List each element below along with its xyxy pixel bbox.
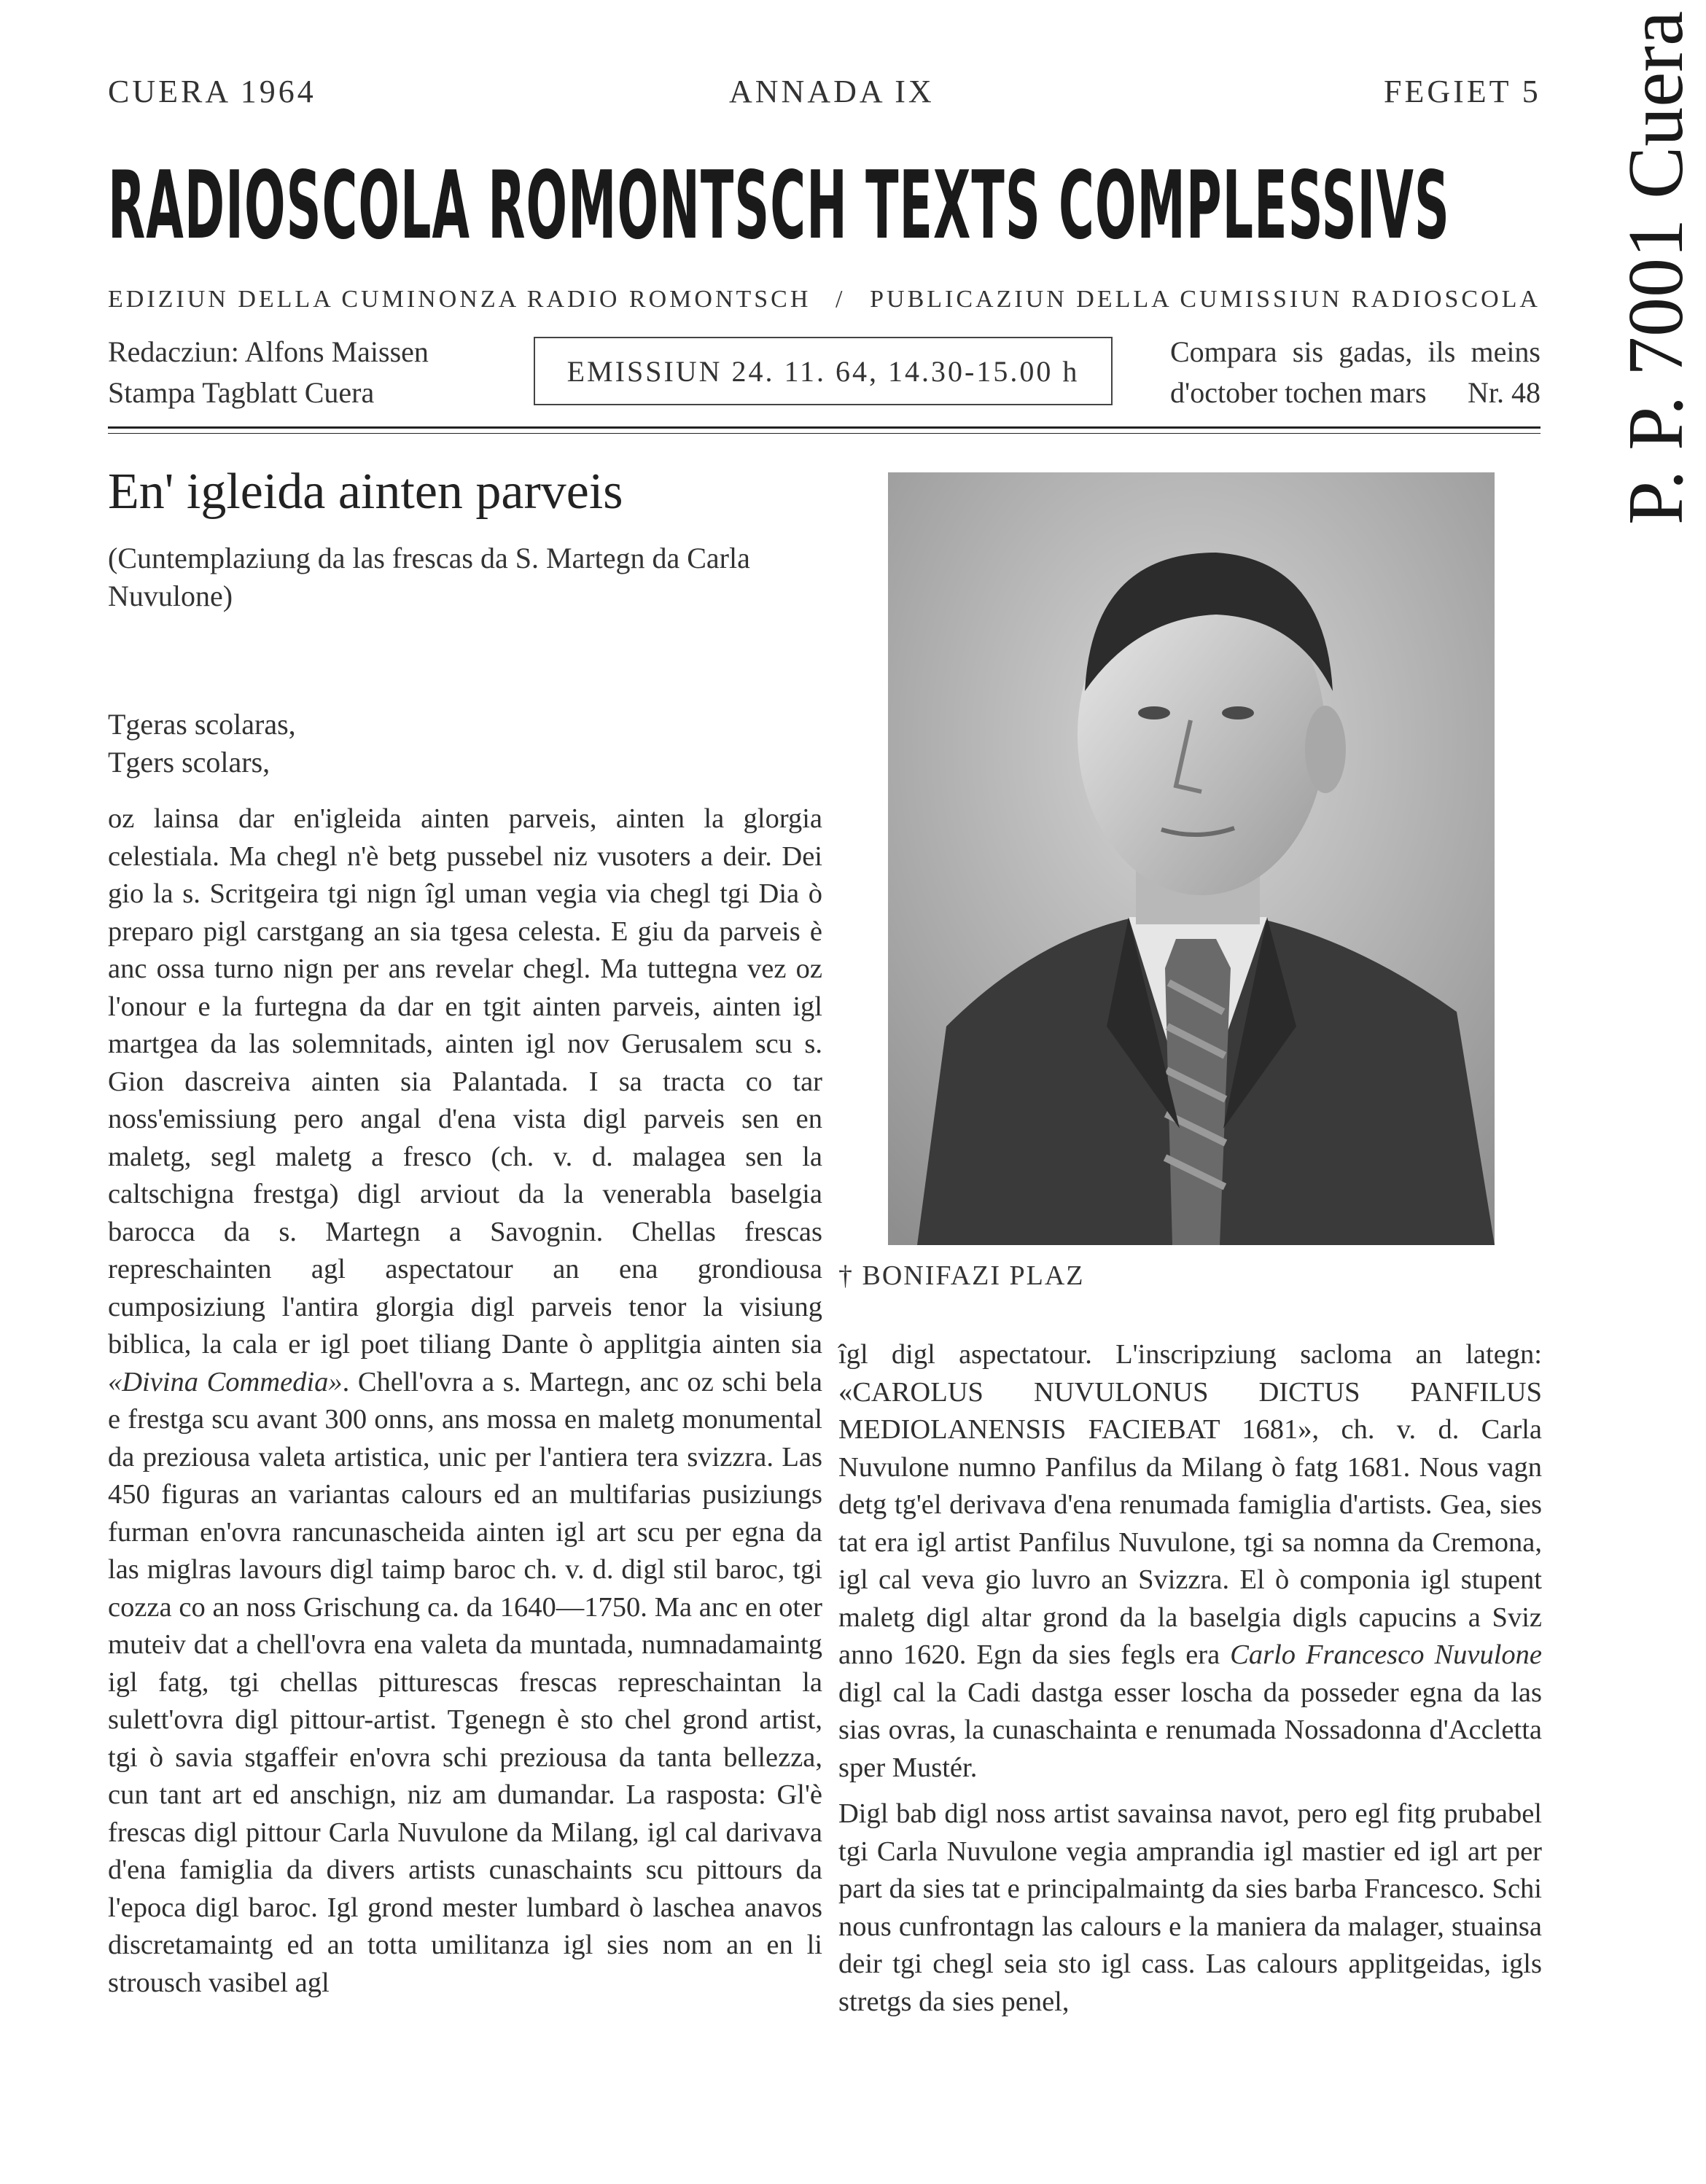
frequency-info — [1170, 332, 1541, 413]
frequency-line-1: Compara sis gadas, ils meins — [1170, 335, 1541, 368]
photo-caption: † BONIFAZI PLAZ — [838, 1260, 1085, 1291]
left-text-a: oz lainsa dar en'igleida ainten parveis, ainten la glorgia celestiala. Ma chegl n'è betg pussebel niz vusoters a deir. Dei gio la s. Scritgeira tgi nign îgl uman vegia via chegl tgi Dia ò preparo pigl carstgang an sia tgesa celesta. E giu da parveis è anc ossa turno nign per ans revelar chegl. Ma tuttegna vez oz l'onour e la furtegna da dar en tgit ainten parveis, ainten igl martgea da las solemnitads, ainten igl nov Gerusalem scu s. Gion dascreiva ainten sia Palantada. I sa tracta co tar noss'emissiung pero angal d'ena vista digl parveis sen en maletg, segl maletg a fresco (ch. v. d. malagea sen la caltschigna frestga) digl arviout da la venerabla baselgia barocca da s. Martegn a Savognin. Chellas frescas represchainten agl aspectatour an ena grondiousa cumposiziung l'antira glorgia digl parveis tenor la visiung biblica, la cala er igl poet tiliang Dante ò applitgia ainten sia — [108, 803, 822, 1360]
right-column — [838, 1336, 1542, 2021]
frequency-line-2: d'october tochen mars — [1170, 376, 1427, 409]
header-rule — [108, 426, 1541, 429]
publisher-line — [108, 286, 1541, 313]
right-text-1-italic: Carlo Francesco Nuvulone — [1230, 1639, 1542, 1670]
article-subtitle: (Cuntemplaziung da las frescas da S. Martegn da Carla Nuvulone) — [108, 542, 750, 612]
editorial-info — [108, 332, 429, 413]
publisher-left: EDIZIUN DELLA CUMINONZA RADIO ROMONTSCH — [108, 286, 811, 313]
portrait-illustration — [888, 472, 1495, 1245]
greeting — [108, 706, 296, 781]
masthead-title: RADIOSCOLA ROMONTSCH TEXTS COMPLESSIVS — [108, 152, 1450, 260]
left-text-b: . Chell'ovra a s. Martegn, anc oz schi bela e frestga scu avant 300 onns, ans mossa en maletg monumental da preziousa valeta artistica, unic per l'antiera tera svizzra. Las 450 figuras an variantas calours ed an multifarias pusiziungs furman en'ovra rancunascheida ainten igl art scu per egna da las miglras lavours digl taimp baroc ch. v. d. digl stil baroc, tgi cozza co an noss Grischung ca. da 1640—1750. Ma anc en oter muteiv dat a chell'ovra ena valeta da muntada, numnadamaintg igl fatg, tgi chellas pitturescas frescas represchaintan la sulett'ovra digl pittour-artist. Tgenegn è sto chel grond artist, tgi ò savia stgaffeir en'ovra schi preziousa da tanta bellezza, cun tant art ed anschign, niz am dumandar. La rasposta: Gl'è frescas digl pittour Carla Nuvulone da Milang, igl cal darivava d'ena famiglia da divers artists cunaschaints scu pittours da l'epoca digl baroc. Igl grond mester lumbard ò laschea anavos discretamaintg ed an totta umilitanza igl sies nom an en li strousch vasibel agl — [108, 1366, 822, 1998]
article-title: En' igleida ainten parveis — [108, 464, 623, 520]
left-text-italic: «Divina Commedia» — [108, 1366, 343, 1397]
right-text-1a: îgl digl aspectatour. L'inscripziung sacloma an lategn: «CAROLUS NUVULONUS DICTUS PANFILUS MEDIOLANENSIS FACIEBAT 1681», ch. v. d. Carla Nuvulone numno Panfilus da Milang ò fatg 1681. Nous vagn detg tg'el derivava d'ena renumada famiglia d'artists. Gea, sies tat era igl artist Panfilus Nuvulone, tgi sa nomna da Cremona, igl cal veva gio luvro an Svizzra. El ò componia igl stupent maletg digl altar grond da la baselgia digls capucins a Sviz anno 1620. Egn da sies fegls era — [838, 1339, 1542, 1670]
publisher-right: PUBLICAZIUN DELLA CUMISSIUN RADIOSCOLA — [870, 286, 1541, 313]
publisher-separator: / — [836, 286, 846, 313]
right-text-1b: digl cal la Cadi dastga esser loscha da posseder egna da las sias ovras, la cunaschainta e renumada Nossadonna d'Accletta sper Mustér. — [838, 1677, 1542, 1783]
header-rule-thin — [108, 433, 1541, 434]
printer-line: Stampa Tagblatt Cuera — [108, 376, 375, 409]
greeting-line-1: Tgeras scolaras, — [108, 708, 296, 741]
volume-label: ANNADA IX — [729, 74, 935, 109]
redaction-line: Redacziun: Alfons Maissen — [108, 335, 429, 368]
postal-stamp-text: P. P. 7001 Cuera — [1613, 10, 1699, 525]
left-body-paragraph — [108, 800, 822, 2002]
issue-label: FEGIET 5 — [1384, 74, 1541, 109]
emission-text: EMISSIUN 24. 11. 64, 14.30-15.00 h — [566, 354, 1080, 388]
greeting-line-2: Tgers scolars, — [108, 746, 270, 779]
issue-number: Nr. 48 — [1468, 376, 1541, 409]
emission-box — [534, 337, 1113, 405]
right-body-paragraph-2: Digl bab digl noss artist savainsa navot, pero egl fitg prubabel tgi Carla Nuvulone vegia amprandia igl mastier ed igl art per part da sies tat e principalmaintg da sies barba Francesco. Schi nous cunfrontagn las calours e la maniera da malager, stuainsa deir tgi chegl seia sto igl cass. Las calours applitgeidas, igls stretgs da sies penel, — [838, 1798, 1542, 2017]
place-year: CUERA 1964 — [108, 74, 316, 109]
left-column — [108, 800, 822, 2002]
right-body-paragraph-1 — [838, 1336, 1542, 1787]
portrait-photo — [888, 472, 1495, 1245]
